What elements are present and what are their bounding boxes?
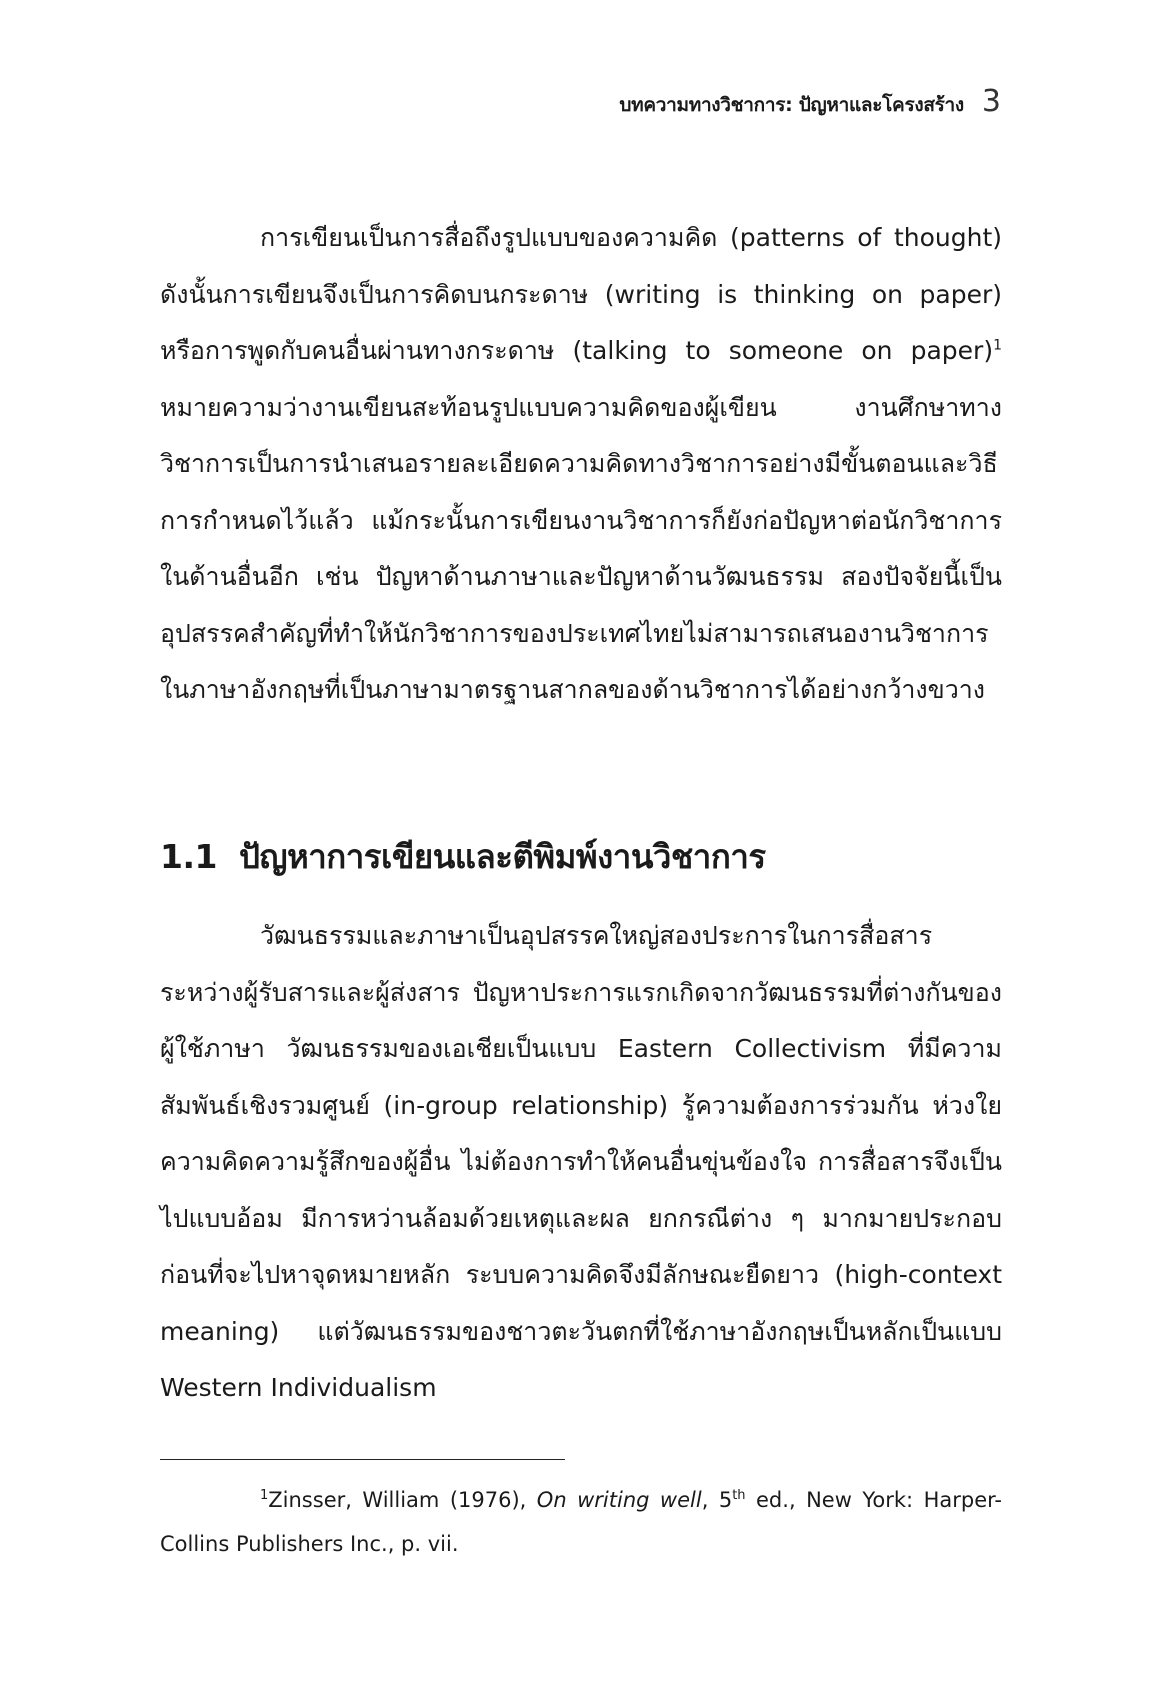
footnote-edition: , 5 [701, 1488, 733, 1512]
section-paragraph-text: วัฒนธรรมและภาษาเป็นอุปสรรคใหญ่สองประการในการสื่อสารระหว่างผู้รับสารและผู้ส่งสาร ปัญหาประการแรกเกิดจากวัฒนธรรมที่ต่างกันของผู้ใช้ภาษา วัฒนธรรมของเอเชียเป็นแบบ Eastern Collectivism ที่มีความสัมพันธ์เชิงรวมศูนย์ (in-group relationship) รู้ความต้องการร่วมกัน ห่วงใยความคิดความรู้สึกของผู้อื่น ไม่ต้องการทำให้คนอื่นขุ่นข้องใจ การสื่อสารจึงเป็นไปแบบอ้อม มีการหว่านล้อมด้วยเหตุและผล ยกกรณีต่าง ๆ มากมายประกอบก่อนที่จะไปหาจุดหมายหลัก ระบบความคิดจึงมีลักษณะยืดยาว (high-context meaning) แต่วัฒนธรรมของชาวตะวันตกที่ใช้ภาษาอังกฤษเป็นหลักเป็นแบบ Western Individualism [160, 921, 1002, 1402]
section-heading [160, 830, 1002, 883]
running-header [619, 84, 1001, 120]
section-title: ปัญหาการเขียนและตีพิมพ์งานวิชาการ [238, 837, 766, 876]
section-paragraph [160, 908, 1002, 1417]
footnote-marker: 1 [260, 1488, 269, 1503]
intro-paragraph-text [160, 210, 1002, 719]
footnote-reference: 1 [993, 337, 1002, 354]
footnote-publisher: ed., New York: Harper-Collins Publishers Inc., p. vii. [160, 1488, 1002, 1556]
footnote-book-title: On writing well [536, 1488, 702, 1512]
footnote [160, 1478, 1002, 1566]
page-number: 3 [981, 84, 1001, 119]
intro-text-part1: การเขียนเป็นการสื่อถึงรูปแบบของความคิด (patterns of thought) ดังนั้นการเขียนจึงเป็นการคิดบนกระดาษ (writing is thinking on paper) หรือการพูดกับคนอื่นผ่านทางกระดาษ (talking to someone on paper) [160, 223, 1002, 365]
intro-paragraph [160, 210, 1002, 719]
footnote-divider [160, 1459, 565, 1460]
intro-text-part2: หมายความว่างานเขียนสะท้อนรูปแบบความคิดของผู้เขียน งานศึกษาทางวิชาการเป็นการนำเสนอรายละเอียดความคิดทางวิชาการอย่างมีขั้นตอนและวิธีการกำหนดไว้แล้ว แม้กระนั้นการเขียนงานวิชาการก็ยังก่อปัญหาต่อนักวิชาการในด้านอื่นอีก เช่น ปัญหาด้านภาษาและปัญหาด้านวัฒนธรรม สองปัจจัยนี้เป็นอุปสรรคสำคัญที่ทำให้นักวิชาการของประเทศไทยไม่สามารถเสนองานวิชาการในภาษาอังกฤษที่เป็นภาษามาตรฐานสากลของด้านวิชาการได้อย่างกว้างขวาง [160, 392, 1002, 704]
footnote-author: Zinsser, William (1976), [268, 1488, 537, 1512]
section-number: 1.1 [160, 837, 217, 876]
running-header-title: บทความทางวิชาการ: ปัญหาและโครงสร้าง [619, 94, 964, 116]
footnote-edition-suffix: th [732, 1488, 746, 1503]
